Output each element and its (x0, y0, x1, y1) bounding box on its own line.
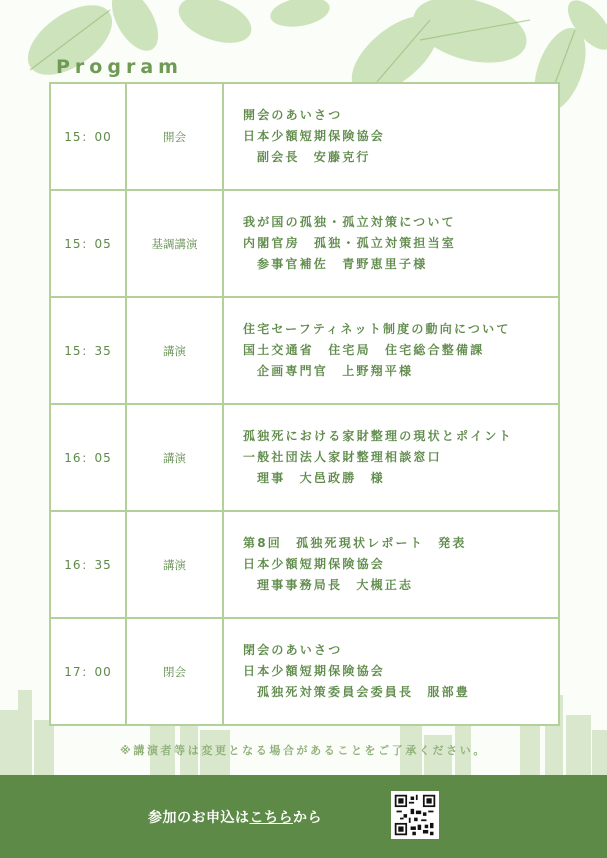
schedule-detail (223, 190, 559, 297)
speaker-name: 孤独死対策委員会委員長 服部豊 (257, 685, 471, 699)
schedule-session-type: 閉会 (126, 618, 223, 725)
speaker-name: 理事事務局長 大槻正志 (257, 578, 414, 592)
session-title: 住宅セーフティネット制度の動向について (243, 322, 511, 336)
page-title: Program (56, 56, 183, 78)
session-title: 開会のあいさつ (243, 108, 343, 122)
session-title: 孤独死における家財整理の現状とポイント (243, 429, 513, 443)
session-title: 閉会のあいさつ (243, 643, 343, 657)
schedule-row (50, 618, 559, 725)
cta-prefix: 参加のお申込は (148, 810, 250, 826)
schedule-row (50, 190, 559, 297)
schedule-time: 17：00 (50, 618, 126, 725)
schedule-session-type: 基調講演 (126, 190, 223, 297)
registration-link[interactable]: こちら (249, 810, 293, 826)
footer-bar (0, 775, 607, 858)
session-title: 第8回 孤独死現状レポート 発表 (243, 536, 467, 550)
schedule-detail (223, 297, 559, 404)
schedule-row (50, 83, 559, 190)
schedule-detail (223, 618, 559, 725)
speaker-name: 副会長 安藤克行 (257, 150, 371, 164)
speaker-organization: 日本少額短期保険協会 (243, 557, 386, 571)
speaker-organization: 一般社団法人家財整理相談窓口 (243, 450, 442, 464)
speaker-organization: 国土交通省 住宅局 住宅総合整備課 (243, 343, 485, 357)
cta-suffix: から (293, 810, 322, 826)
schedule-row (50, 404, 559, 511)
speaker-name: 企画専門官 上野翔平様 (257, 364, 414, 378)
schedule-time: 16：05 (50, 404, 126, 511)
session-title: 我が国の孤独・孤立対策について (243, 215, 456, 229)
schedule-session-type: 講演 (126, 297, 223, 404)
disclaimer-notice: ※講演者等は変更となる場合があることをご了承ください。 (120, 744, 487, 757)
schedule-table (49, 82, 560, 726)
schedule-row (50, 511, 559, 618)
schedule-session-type: 講演 (126, 511, 223, 618)
speaker-organization: 日本少額短期保険協会 (243, 129, 386, 143)
schedule-time: 15：35 (50, 297, 126, 404)
schedule-row (50, 297, 559, 404)
qr-code-icon[interactable] (391, 791, 439, 839)
schedule-time: 15：00 (50, 83, 126, 190)
schedule-session-type: 講演 (126, 404, 223, 511)
schedule-detail (223, 511, 559, 618)
speaker-organization: 内閣官房 孤独・孤立対策担当室 (243, 236, 457, 250)
schedule-time: 15：05 (50, 190, 126, 297)
registration-cta (148, 807, 322, 827)
speaker-organization: 日本少額短期保険協会 (243, 664, 386, 678)
schedule-detail (223, 404, 559, 511)
schedule-time: 16：35 (50, 511, 126, 618)
schedule-detail (223, 83, 559, 190)
speaker-name: 参事官補佐 青野恵里子様 (257, 257, 428, 271)
schedule-session-type: 開会 (126, 83, 223, 190)
speaker-name: 理事 大邑政勝 様 (257, 471, 385, 485)
